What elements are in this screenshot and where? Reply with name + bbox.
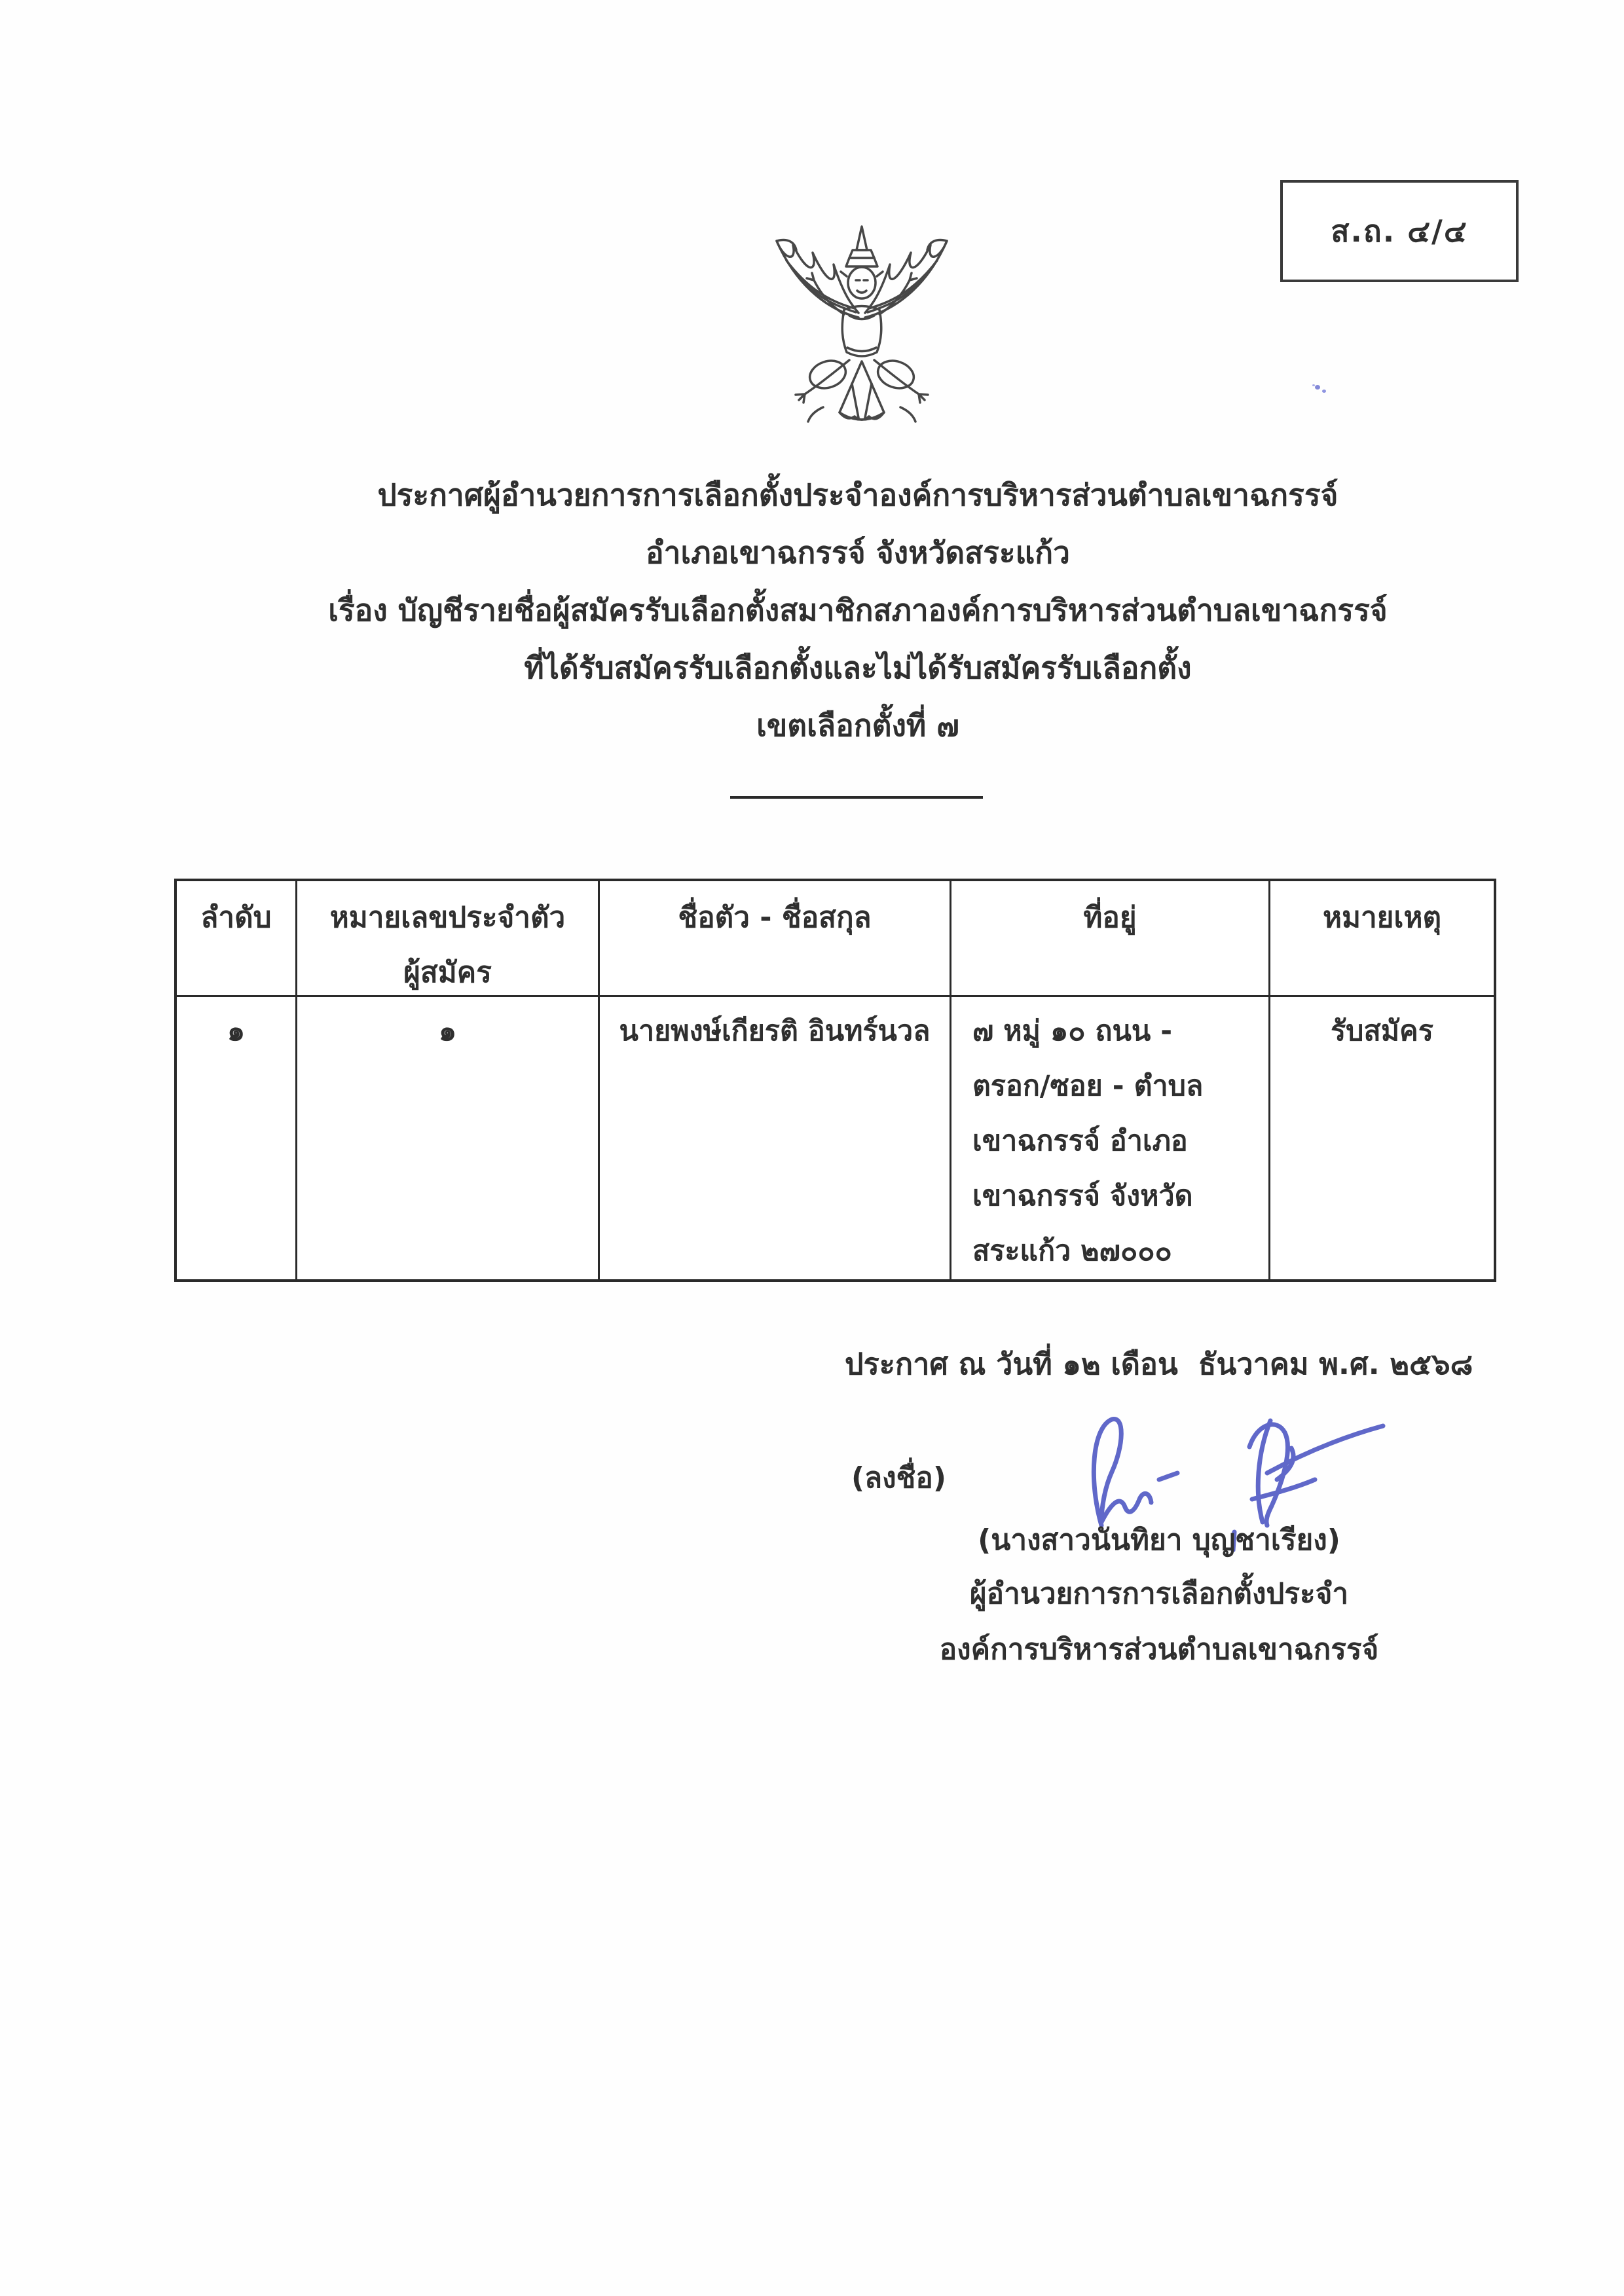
title-divider (730, 796, 983, 799)
header-candidate-number-line1: หมายเลขประจำตัว (329, 901, 566, 934)
row-remark: รับสมัคร (1268, 995, 1494, 1279)
document-title-block (138, 466, 1578, 754)
address-line-5: สระแก้ว ๒๗๐๐๐ (972, 1235, 1172, 1267)
header-order: ลำดับ (200, 901, 272, 934)
announcement-date-line: ประกาศ ณ วันที่ ๑๒ เดือน ธันวาคม พ.ศ. ๒๕๖๘ (845, 1347, 1473, 1381)
header-address: ที่อยู่ (950, 881, 1268, 995)
header-remark: หมายเหตุ (1268, 881, 1494, 995)
address-line-1: ๗ หมู่ ๑๐ ถนน - (972, 1015, 1173, 1048)
row-order: ๑ (177, 995, 295, 1279)
title-line-5: เขตเลือกตั้งที่ ๗ (756, 708, 959, 743)
title-line-4: ที่ได้รับสมัครรับเลือกตั้งและไม่ได้รับสมัครรับเลือกตั้ง (524, 650, 1192, 685)
header-candidate-number-line2: ผู้สมัคร (403, 956, 492, 989)
signer-position-line-1: ผู้อำนวยการการเลือกตั้งประจำ (969, 1577, 1349, 1611)
signer-position-line-2: องค์การบริหารส่วนตำบลเขาฉกรรจ์ (939, 1633, 1379, 1666)
form-code-label: ส.ถ. ๔/๔ (1331, 213, 1468, 249)
row-candidate-number: ๑ (295, 995, 598, 1279)
ink-speck (1315, 385, 1320, 390)
header-candidate-number (295, 881, 598, 995)
form-code-box (1280, 180, 1519, 282)
garuda-emblem-icon (760, 223, 964, 439)
sign-label: (ลงชื่อ) (851, 1461, 946, 1495)
title-line-1: ประกาศผู้อำนวยการการเลือกตั้งประจำองค์การบริหารส่วนตำบลเขาฉกรรจ์ (377, 477, 1338, 513)
candidates-table (174, 879, 1496, 1282)
address-line-4: เขาฉกรรจ์ จังหวัด (972, 1180, 1193, 1212)
row-address (950, 995, 1268, 1279)
title-line-2: อำเภอเขาฉกรรจ์ จังหวัดสระแก้ว (646, 535, 1070, 570)
row-candidate-name: นายพงษ์เกียรติ อินทร์นวล (598, 995, 950, 1279)
address-line-3: เขาฉกรรจ์ อำเภอ (972, 1125, 1188, 1157)
header-name: ชื่อตัว - ชื่อสกุล (598, 881, 950, 995)
title-line-3: เรื่อง บัญชีรายชื่อผู้สมัครรับเลือกตั้งสมาชิกสภาองค์การบริหารส่วนตำบลเขาฉกรรจ์ (328, 592, 1388, 628)
address-line-2: ตรอก/ซอย - ตำบล (972, 1070, 1204, 1102)
signer-name: (นางสาวนันทิยา บุญชาเรียง) (978, 1523, 1340, 1557)
